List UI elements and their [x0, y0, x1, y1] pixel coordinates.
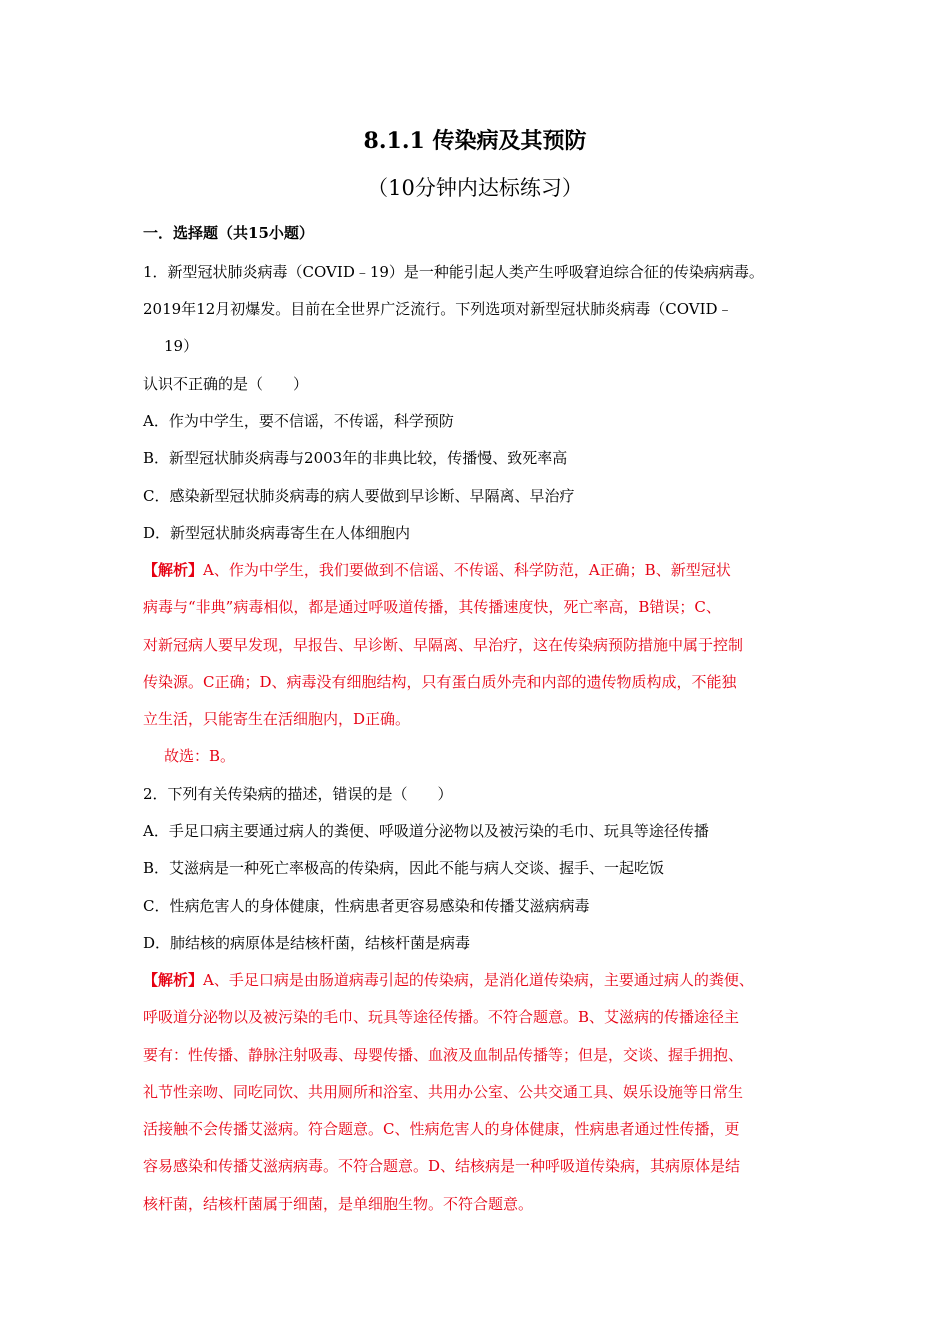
- analysis-tag: 【解析】: [143, 971, 204, 989]
- question-2-analysis-line: 礼节性亲吻、同吃同饮、共用厕所和浴室、共用办公室、公共交通工具、娱乐设施等日常生: [143, 1083, 744, 1101]
- question-1-option-b: B．新型冠状肺炎病毒与2003年的非典比较，传播慢、致死率高: [143, 449, 568, 467]
- question-1-stem-line: 认识不正确的是（ ）: [143, 375, 309, 393]
- question-1-analysis-line: 对新冠病人要早发现，早报告、早诊断、早隔离、早治疗，这在传染病预防措施中属于控制: [143, 636, 744, 654]
- question-2-option-d: D．肺结核的病原体是结核杆菌，结核杆菌是病毒: [143, 934, 471, 952]
- analysis-tag: 【解析】: [143, 561, 204, 579]
- question-2-analysis-line: [143, 969, 823, 991]
- analysis-text: A、手足口病是由肠道病毒引起的传染病，是消化道传染病，主要通过病人的粪便、: [203, 971, 754, 989]
- question-2-analysis-line: 呼吸道分泌物以及被污染的毛巾、玩具等途径传播。不符合题意。B、艾滋病的传播途径主: [143, 1008, 740, 1026]
- question-1-answer: 故选：B。: [164, 747, 236, 765]
- page-subtitle: （10分钟内达标练习）: [367, 176, 583, 200]
- question-1-option-c: C．感染新型冠状肺炎病毒的病人要做到早诊断、早隔离、早治疗: [143, 487, 575, 505]
- section-heading: 一．选择题（共15小题）: [143, 224, 314, 242]
- question-2-option-c: C．性病危害人的身体健康，性病患者更容易感染和传播艾滋病病毒: [143, 897, 590, 915]
- question-1-analysis-line: 传染源。C正确；D、病毒没有细胞结构，只有蛋白质外壳和内部的遗传物质构成，不能独: [143, 673, 737, 691]
- question-1-stem-line: 1．新型冠状肺炎病毒（COVID﹣19）是一种能引起人类产生呼吸窘迫综合征的传染病病毒。: [143, 263, 764, 281]
- question-2-option-b: B．艾滋病是一种死亡率极高的传染病，因此不能与病人交谈、握手、一起吃饭: [143, 859, 665, 877]
- question-1-analysis-line: 立生活，只能寄生在活细胞内，D正确。: [143, 710, 411, 728]
- question-1-option-d: D．新型冠状肺炎病毒寄生在人体细胞内: [143, 524, 411, 542]
- question-1-analysis-line: [143, 559, 823, 581]
- question-1-option-a: A．作为中学生，要不信谣，不传谣，科学预防: [143, 412, 454, 430]
- question-2-analysis-line: 容易感染和传播艾滋病病毒。不符合题意。D、结核病是一种呼吸道传染病，其病原体是结: [143, 1157, 741, 1175]
- question-2-stem-line: 2．下列有关传染病的描述，错误的是（ ）: [143, 785, 453, 803]
- question-2-analysis-line: 活接触不会传播艾滋病。符合题意。C、性病危害人的身体健康，性病患者通过性传播，更: [143, 1120, 740, 1138]
- question-1-stem-line: 19）: [164, 337, 199, 355]
- question-1-analysis-line: 病毒与“非典”病毒相似，都是通过呼吸道传播，其传播速度快，死亡率高，B错误；C、: [143, 598, 721, 616]
- question-1-stem-line: 2019年12月初爆发。目前在全世界广泛流行。下列选项对新型冠状肺炎病毒（COVID﹣: [143, 300, 733, 318]
- question-2-analysis-line: 要有：性传播、静脉注射吸毒、母婴传播、血液及血制品传播等；但是，交谈、握手拥抱、: [143, 1046, 744, 1064]
- page-title: 8.1.1 传染病及其预防: [363, 128, 587, 154]
- question-2-analysis-line: 核杆菌，结核杆菌属于细菌，是单细胞生物。不符合题意。: [143, 1195, 534, 1213]
- analysis-text: A、作为中学生，我们要做到不信谣、不传谣、科学防范，A正确；B、新型冠状: [203, 561, 731, 579]
- question-2-option-a: A．手足口病主要通过病人的粪便、呼吸道分泌物以及被污染的毛巾、玩具等途径传播: [143, 822, 709, 840]
